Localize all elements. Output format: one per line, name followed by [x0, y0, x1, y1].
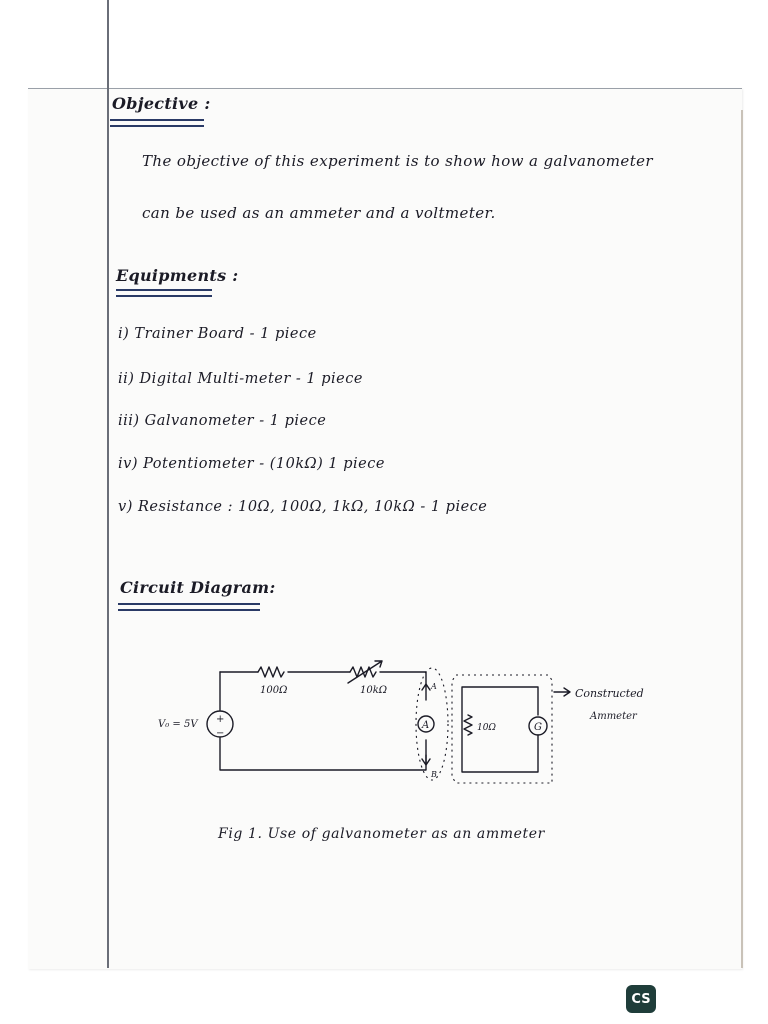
node-a-label: A	[431, 682, 437, 691]
constructed-label-2: Ammeter	[590, 711, 637, 722]
node-b-label: B	[431, 770, 437, 779]
resistor-100-icon	[258, 667, 284, 677]
equipment-item: i) Trainer Board - 1 piece	[118, 326, 317, 342]
page-edge	[741, 110, 743, 968]
galvanometer-label: G	[534, 722, 542, 733]
objective-underline-2	[110, 125, 204, 127]
margin-line	[107, 0, 109, 968]
source-label: V₀ = 5V	[158, 719, 198, 730]
circuit-heading: Circuit Diagram:	[120, 578, 276, 597]
output-arrow-icon	[554, 688, 570, 696]
objective-heading: Objective :	[112, 94, 211, 113]
source-plus: +	[216, 714, 225, 725]
constructed-label-1: Constructed	[575, 687, 644, 700]
ammeter-label: A	[422, 720, 430, 731]
wire-top-right	[380, 672, 426, 685]
source-minus: −	[216, 728, 225, 739]
node-a-arrow-icon	[422, 684, 430, 700]
camscanner-badge: CS	[626, 985, 656, 1013]
objective-underline-1	[110, 119, 204, 121]
equipment-item: iii) Galvanometer - 1 piece	[118, 413, 327, 429]
equipments-underline-1	[116, 289, 212, 291]
variable-arrow-icon	[348, 661, 382, 683]
wire-left-lower	[220, 738, 426, 770]
ammeter-box-wire	[462, 687, 538, 772]
circuit-diagram	[150, 655, 680, 805]
node-b-arrow-icon	[422, 740, 430, 765]
objective-line-2: can be used as an ammeter and a voltmeter.	[142, 204, 496, 222]
circuit-underline-2	[118, 609, 260, 611]
objective-line-1: The objective of this experiment is to show how a galvanometer	[142, 152, 653, 170]
equipments-heading: Equipments :	[116, 266, 239, 285]
r100-label: 100Ω	[260, 685, 288, 696]
shunt-label: 10Ω	[477, 723, 496, 733]
r10k-label: 10kΩ	[360, 685, 388, 696]
equipment-item: v) Resistance : 10Ω, 100Ω, 1kΩ, 10kΩ - 1 piece	[118, 499, 488, 515]
circuit-underline-1	[118, 603, 260, 605]
equipment-item: iv) Potentiometer - (10kΩ) 1 piece	[118, 456, 385, 472]
resistor-10k-icon	[350, 667, 376, 677]
figure-caption: Fig 1. Use of galvanometer as an ammeter	[218, 826, 545, 842]
equipment-item: ii) Digital Multi-meter - 1 piece	[118, 371, 363, 387]
equipments-underline-2	[116, 295, 212, 297]
shunt-resistor-icon	[464, 715, 472, 735]
